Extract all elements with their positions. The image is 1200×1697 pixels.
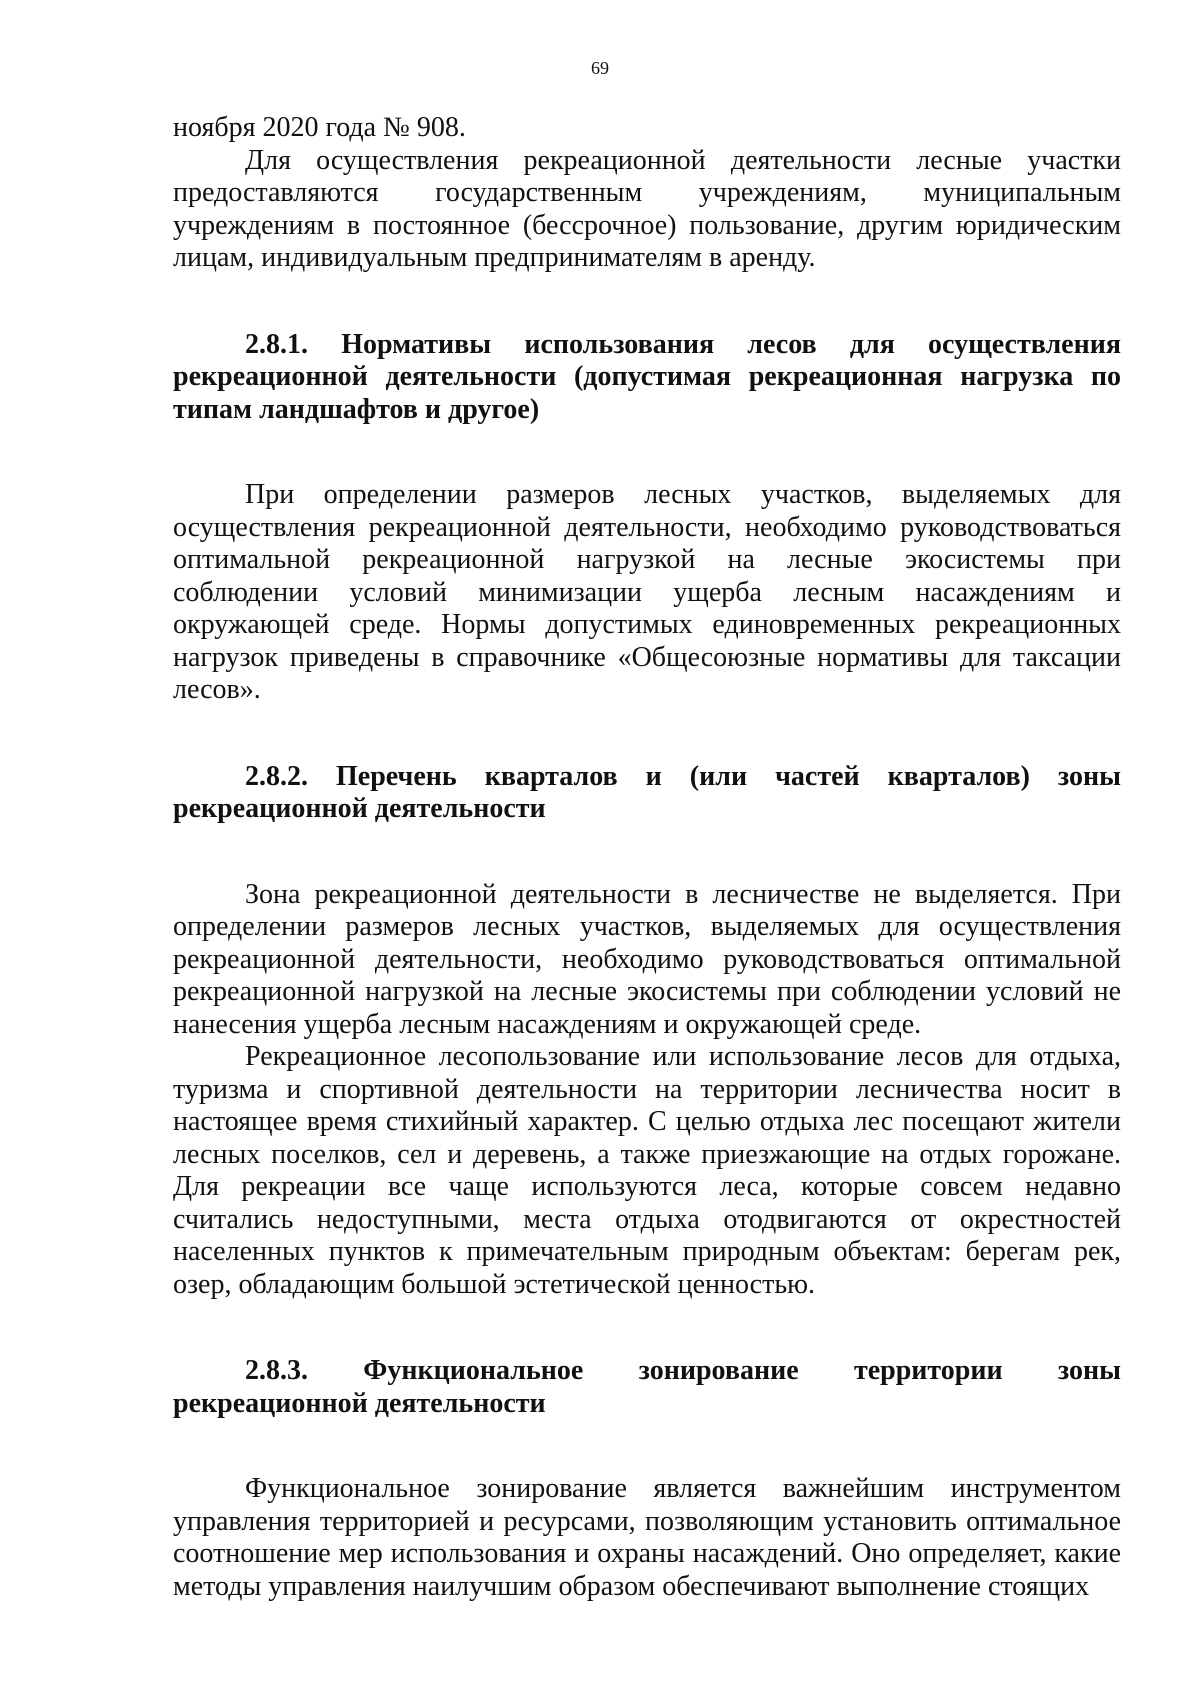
section-heading-2-8-3	[173, 1355, 1121, 1420]
paragraph-zoning: Функциональное зонирование является важнейшим инструментом управления территорией и ресурсами, позволяющим установить оптимальное соотношение мер использования и охраны насаждений. Оно определяет, какие методы управления наилучшим образом обеспечивают выполнение стоящих	[173, 1473, 1121, 1602]
section-heading-2-8-1	[173, 329, 1121, 427]
paragraph-zone: Зона рекреационной деятельности в лесничестве не выделяется. При определении размеров лесных участков, выделяемых для осуществления рекреационной деятельности, необходимо руководствоваться оптимальной рекреационной нагрузкой на лесные экосистемы при соблюдении условий не нанесения ущерба лесным насаждениям и окружающей среде.	[173, 878, 1121, 1040]
paragraph-recreation: Рекреационное лесопользование или использование лесов для отдыха, туризма и спортивной деятельности на территории лесничества носит в настоящее время стихийный характер. С целью отдыха лес посещают жители лесных поселков, сел и деревень, а также приезжающие на отдых горожане. Для рекреации все чаще используются леса, которые совсем недавно считались недоступными, места отдыха отодвигаются от окрестностей населенных пунктов к примечательным природным объектам: берегам рек, озер, обладающим большой эстетической ценностью.	[173, 1041, 1121, 1300]
document-body	[173, 112, 1121, 1603]
paragraph-continuation: ноября 2020 года № 908.	[173, 112, 466, 143]
section-number: 2.8.1.	[245, 328, 308, 360]
paragraph-leasing: Для осуществления рекреационной деятельности лесные участки предоставляются государственным учреждениям, муниципальным учреждениям в постоянное (бессрочное) пользование, другим юридическим лицам, индивидуальным предпринимателям в аренду.	[173, 144, 1121, 273]
section-title: Функциональное зонирование территории зоны рекреационной деятельности	[173, 1355, 1122, 1419]
section-title: Перечень кварталов и (или частей кварталов) зоны рекреационной деятельности	[173, 760, 1121, 824]
section-title: Нормативы использования лесов для осуществления рекреационной деятельности (допустимая рекреационная нагрузка по типам ландшафтов и другое)	[173, 328, 1121, 425]
page-number: 69	[591, 58, 609, 78]
section-number: 2.8.3.	[245, 1355, 308, 1386]
section-number: 2.8.2.	[245, 760, 308, 792]
section-heading-2-8-2	[173, 761, 1121, 826]
paragraph-norms: При определении размеров лесных участков, выделяемых для осуществления рекреационной деятельности, необходимо руководствоваться оптимальной рекреационной нагрузкой на лесные экосистемы при соблюдении условий минимизации ущерба лесным насаждениям и окружающей среде. Нормы допустимых единовременных рекреационных нагрузок приведены в справочнике «Общесоюзные нормативы для таксации лесов».	[173, 479, 1121, 705]
